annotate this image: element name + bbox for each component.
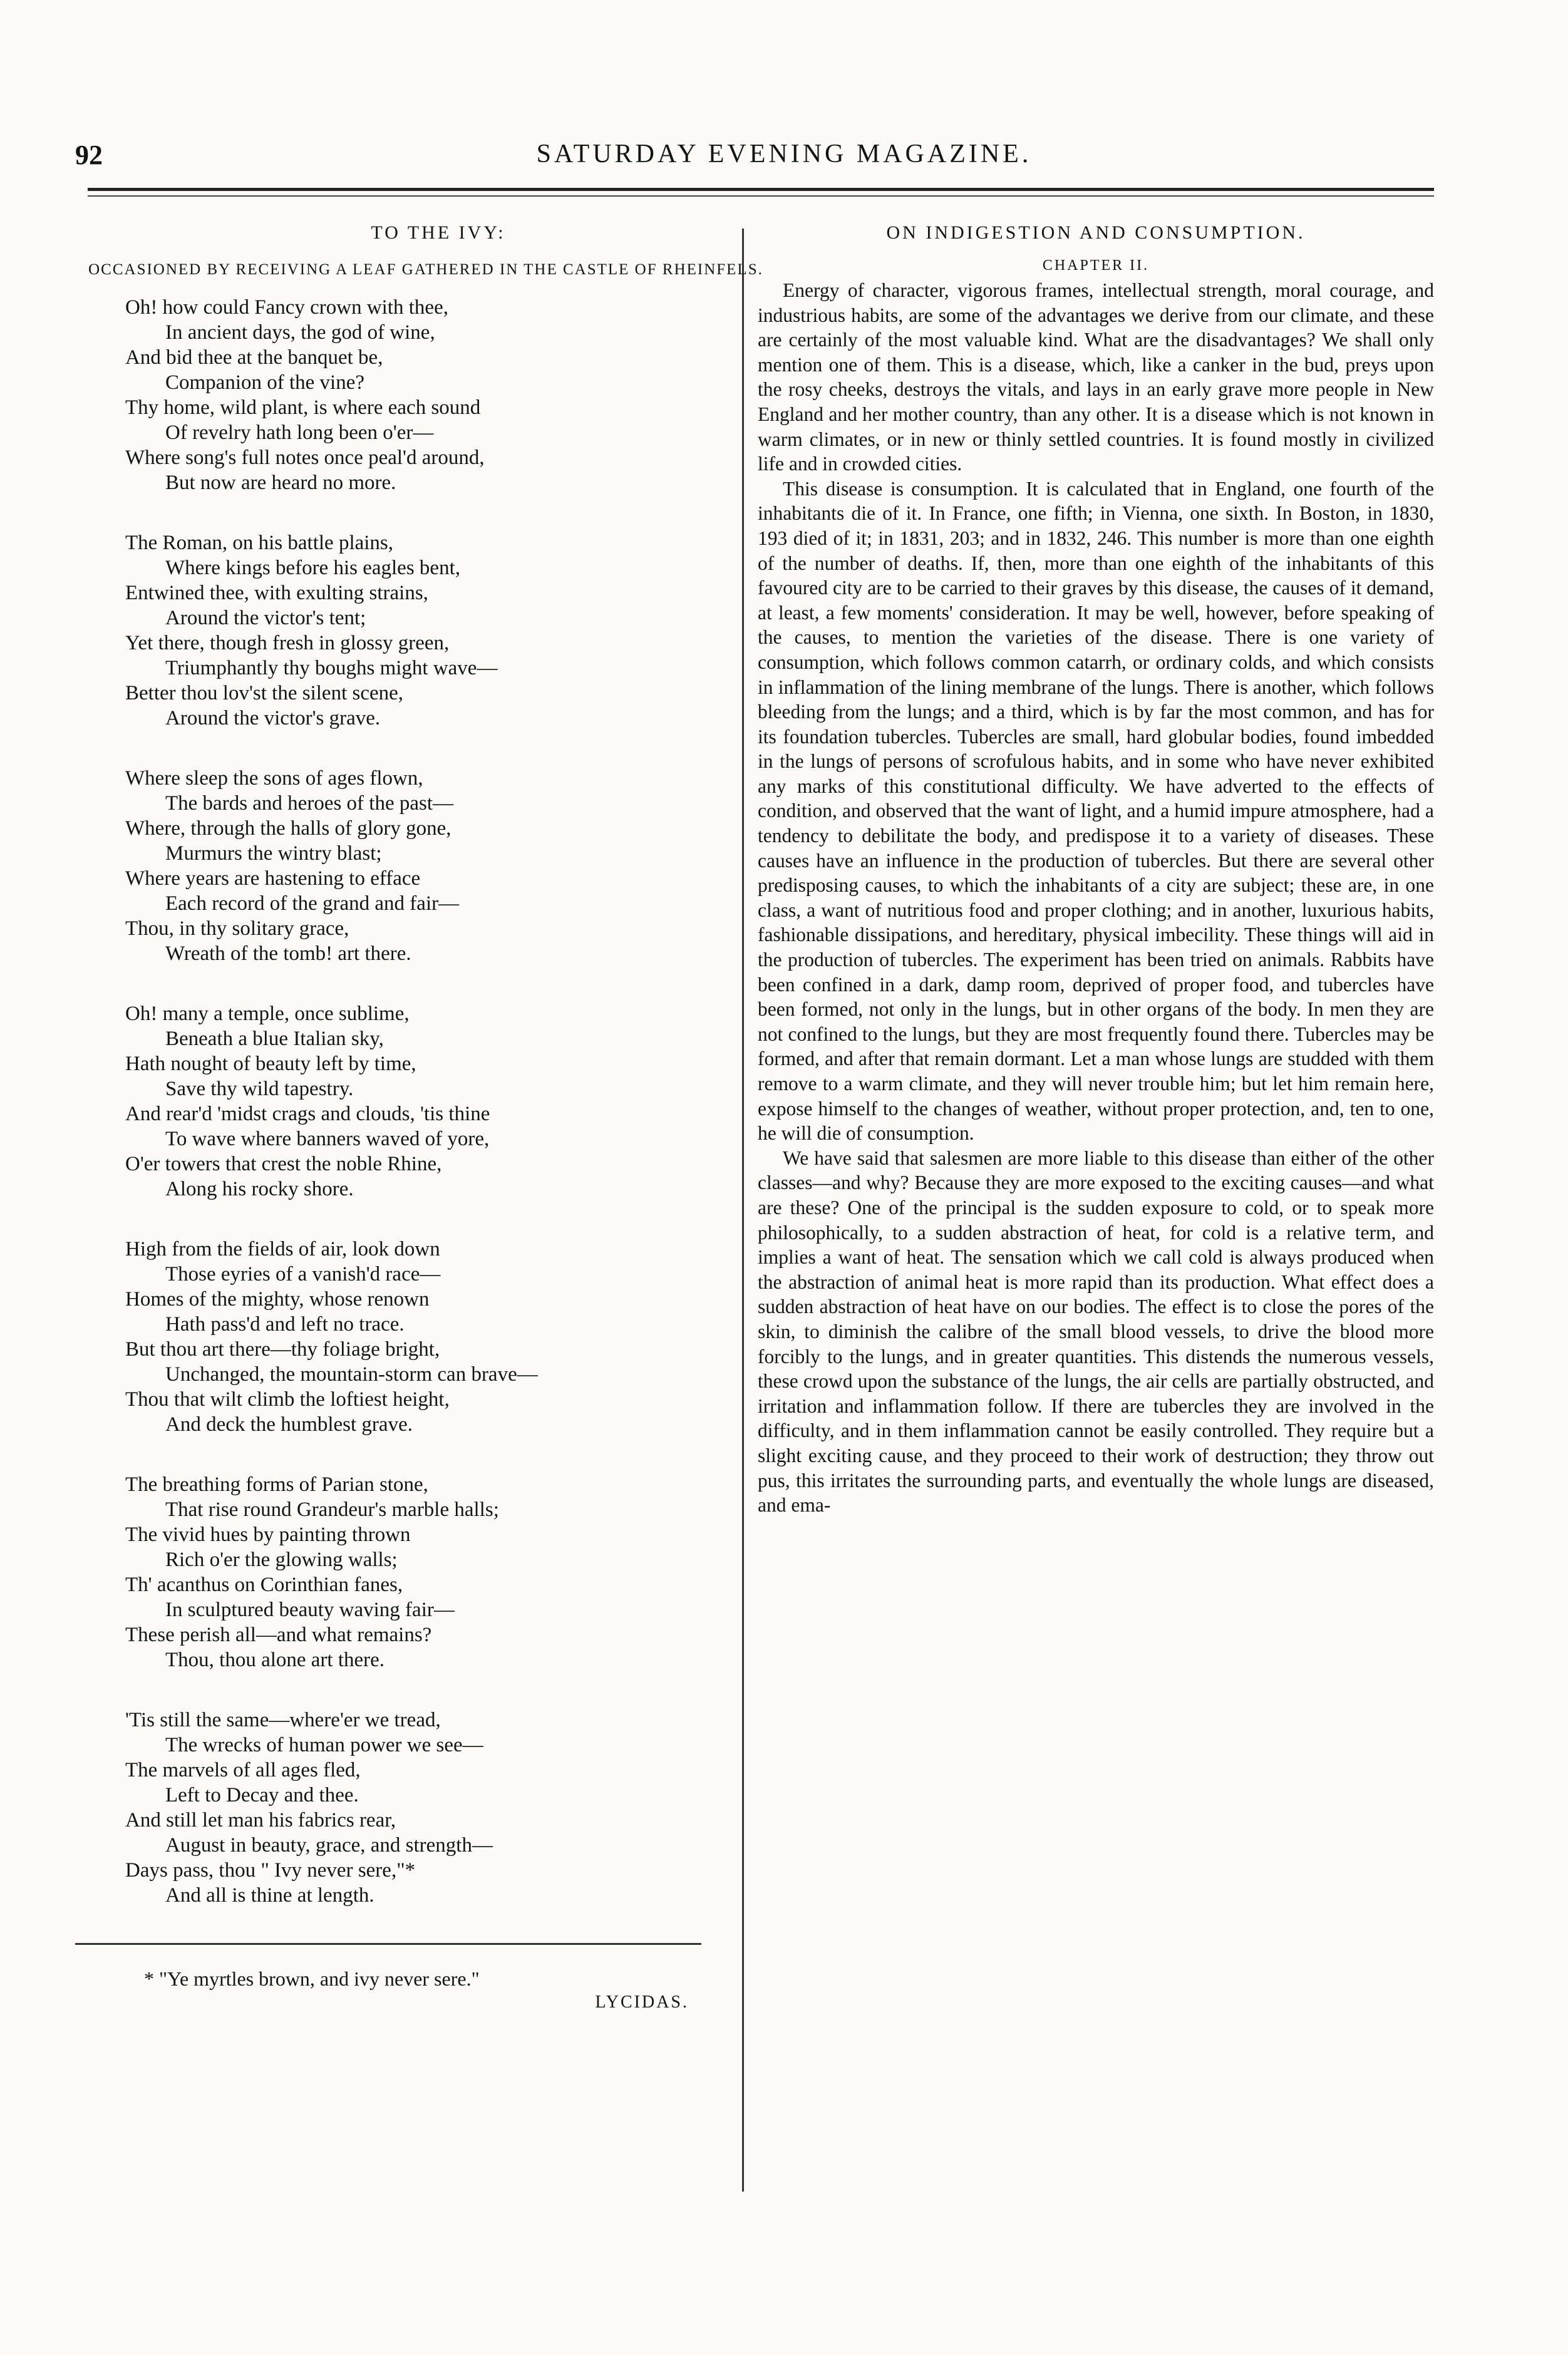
poem-line: Days pass, thou " Ivy never sere,"* xyxy=(125,1859,416,1882)
poem-line: Of revelry hath long been o'er— xyxy=(165,421,434,444)
essay-paragraph: We have said that salesmen are more liable to this disease than either of the other classes—and why? Because they are more exposed to the exciting causes—and what are these? One of the principal is the sudden exposure to cold, or to speak more philosophically, to a sudden abstraction of heat, for cold is a relative term, and implies a want of heat. The sensation which we call cold is always produced when the abstraction of animal heat is more rapid than its production. What effect does a sudden abstraction of heat have on our bodies. The effect is to close the pores of the skin, to diminish the calibre of the small blood vessels, to drive the blood more forcibly to the lungs, and in greater quantities. This distends the numerous vessels, these crowd upon the substance of the lungs, the air cells are partially obstructed, and irritation and inflammation follow. If there are tubercles they are involved in the difficulty, and in them inflammation cannot be easily controlled. They require but a slight exciting cause, and they proceed to their work of destruction; they throw out pus, this irritates the surrounding parts, and eventually the whole lungs are diseased, and ema- xyxy=(758,1147,1434,1517)
poem-line: Yet there, though fresh in glossy green, xyxy=(125,632,450,654)
poem-line: Along his rocky shore. xyxy=(165,1178,354,1200)
stanza xyxy=(125,1001,726,1202)
poem-line: Companion of the vine? xyxy=(165,371,365,394)
poem-line: Thou that wilt climb the loftiest height, xyxy=(125,1388,450,1411)
poem-column xyxy=(88,222,763,2012)
poem-line: 'Tis still the same—where'er we tread, xyxy=(125,1709,441,1731)
poem-line: In ancient days, the god of wine, xyxy=(165,321,435,344)
footnote: * "Ye myrtles brown, and ivy never sere." xyxy=(144,1967,480,1990)
poem-line: Oh! how could Fancy crown with thee, xyxy=(125,296,448,319)
poem-line: Wreath of the tomb! art there. xyxy=(165,942,411,965)
stanza xyxy=(125,1472,726,1672)
poem-line: Homes of the mighty, whose renown xyxy=(125,1288,430,1311)
poem-line: The wrecks of human power we see— xyxy=(165,1734,483,1756)
poem-occasion: OCCASIONED BY RECEIVING A LEAF GATHERED IN THE CASTLE OF RHEINFELS. xyxy=(88,261,763,278)
chapter-label: CHAPTER II. xyxy=(1042,257,1150,274)
poem-line: Murmurs the wintry blast; xyxy=(165,842,382,865)
poem-line: The bards and heroes of the past— xyxy=(165,792,454,815)
essay-title: ON INDIGESTION AND CONSUMPTION. xyxy=(886,222,1306,243)
stanza xyxy=(125,530,726,731)
poem-line: And all is thine at length. xyxy=(165,1884,374,1907)
poem-line: Around the victor's tent; xyxy=(165,607,366,629)
poem-line: August in beauty, grace, and strength— xyxy=(165,1834,493,1857)
header-rule-thin xyxy=(88,195,1434,197)
poem-line: Thou, in thy solitary grace, xyxy=(125,917,349,940)
poem-line: Where, through the halls of glory gone, xyxy=(125,817,451,840)
poem-line: Save thy wild tapestry. xyxy=(165,1078,354,1100)
poem-line: And deck the humblest grave. xyxy=(165,1413,413,1436)
footnote-attribution: LYCIDAS. xyxy=(595,1992,689,2012)
poem-line: Where song's full notes once peal'd around, xyxy=(125,446,485,469)
poem-line: Around the victor's grave. xyxy=(165,707,381,729)
poem-line: The marvels of all ages fled, xyxy=(125,1759,361,1781)
poem-line: Where years are hastening to efface xyxy=(125,867,421,890)
poem-line: Beneath a blue Italian sky, xyxy=(165,1028,384,1050)
poem-line: Left to Decay and thee. xyxy=(165,1784,359,1806)
essay-column xyxy=(758,222,1434,1518)
poem-line: Rich o'er the glowing walls; xyxy=(165,1549,398,1571)
header-rule xyxy=(88,188,1434,191)
essay-paragraph: Energy of character, vigorous frames, intellectual strength, moral courage, and industrious habits, are some of the advantages we derive from our climate, and these are certainly of the most valuable kind. What are the disadvantages? We shall only mention one of them. This is a disease, which, like a canker in the bud, preys upon the rosy cheeks, destroys the vitals, and lays in an early grave more people in New England and her mother country, than any other. It is a disease which is not known in warm climates, or in new or thinly settled countries. It is found mostly in civilized life and in crowded cities. xyxy=(758,279,1434,475)
poem-line: O'er towers that crest the noble Rhine, xyxy=(125,1153,442,1175)
poem-line: The Roman, on his battle plains, xyxy=(125,532,394,554)
poem-line: And still let man his fabrics rear, xyxy=(125,1809,396,1832)
poem-line: Triumphantly thy boughs might wave— xyxy=(165,657,498,679)
poem-body xyxy=(125,295,726,1908)
poem-line: Th' acanthus on Corinthian fanes, xyxy=(125,1574,403,1596)
poem-line: Better thou lov'st the silent scene, xyxy=(125,682,404,704)
poem-line: The vivid hues by painting thrown xyxy=(125,1523,411,1546)
poem-line: Oh! many a temple, once sublime, xyxy=(125,1002,410,1025)
poem-line: But thou art there—thy foliage bright, xyxy=(125,1338,440,1361)
stanza xyxy=(125,1237,726,1437)
poem-line: Each record of the grand and fair— xyxy=(165,892,460,915)
poem-line: These perish all—and what remains? xyxy=(125,1624,432,1646)
poem-line: And rear'd 'midst crags and clouds, 'tis thine xyxy=(125,1103,490,1125)
poem-line: Where kings before his eagles bent, xyxy=(165,557,460,579)
stanza xyxy=(125,295,726,495)
poem-line: Those eyries of a vanish'd race— xyxy=(165,1263,441,1286)
poem-line: Thou, thou alone art there. xyxy=(165,1649,385,1671)
poem-line: Where sleep the sons of ages flown, xyxy=(125,767,423,790)
poem-line: Hath pass'd and left no trace. xyxy=(165,1313,405,1336)
poem-line: Thy home, wild plant, is where each sound xyxy=(125,396,481,419)
stanza xyxy=(125,766,726,966)
poem-line: Hath nought of beauty left by time, xyxy=(125,1053,416,1075)
poem-line: Unchanged, the mountain-storm can brave— xyxy=(165,1363,538,1386)
poem-line: Entwined thee, with exulting strains, xyxy=(125,582,428,604)
poem-line: High from the fields of air, look down xyxy=(125,1238,440,1260)
poem-line: The breathing forms of Parian stone, xyxy=(125,1473,428,1496)
poem-line: But now are heard no more. xyxy=(165,472,396,494)
essay-paragraph: This disease is consumption. It is calculated that in England, one fourth of the inhabitants die of it. In France, one fifth; in Vienna, one sixth. In Boston, in 1830, 193 died of it; in 1831, 203; and in 1832, 246. This number is more than one eighth of the number of deaths. If, then, more than one eighth of the inhabitants of this favoured city are to be carried to their graves by this disease, the causes of it demand, at least, a few moments' consideration. It may be well, however, before speaking of the causes, to mention the varieties of the disease. There is one variety of consumption, which follows common catarrh, or ordinary colds, and which consists in inflammation of the lining membrane of the lungs. There is another, which follows bleeding from the lungs; and a third, which is by far the most common, and has for its foundation tubercles. Tubercles are small, hard globular bodies, found imbedded in the lungs of persons of scrofulous habits, and in some who have never exhibited any marks of this constitutional difficulty. We have adverted to the effects of condition, and observed that the want of light, and a humid impure atmosphere, had a tendency to debilitate the body, and predispose it to a variety of diseases. These causes have an influence in the production of tubercles. But there are several other predisposing causes, to which the inhabitants of a city are subject; these are, in one class, a want of nutritious food and proper clothing; and in another, luxurious habits, fashionable dissipations, and hereditary, physical imbecility. These things will aid in the production of tubercles. The experiment has been tried on animals. Rabbits have been confined in a dark, damp room, deprived of proper food, and tubercles have been formed, not only in the lungs, but in other organs of the body. In men they are not confined to the lungs, but they are most frequently found there. Tubercles may be formed, and after that remain dormant. Let a man whose lungs are studded with them remove to a warm climate, and they will never trouble him; but let him remain here, expose himself to the changes of weather, without proper protection, and, ten to one, he will die of consumption. xyxy=(758,477,1434,1145)
column-divider xyxy=(742,229,744,2192)
page-number: 92 xyxy=(75,140,103,170)
running-head: SATURDAY EVENING MAGAZINE. xyxy=(536,140,1032,168)
footnote-rule xyxy=(75,1943,701,1945)
poem-line: And bid thee at the banquet be, xyxy=(125,346,383,369)
poem-line: In sculptured beauty waving fair— xyxy=(165,1599,455,1621)
poem-line: To wave where banners waved of yore, xyxy=(165,1128,490,1150)
poem-line: That rise round Grandeur's marble halls; xyxy=(165,1498,499,1521)
poem-title: TO THE IVY: xyxy=(371,222,506,243)
stanza xyxy=(125,1708,726,1908)
